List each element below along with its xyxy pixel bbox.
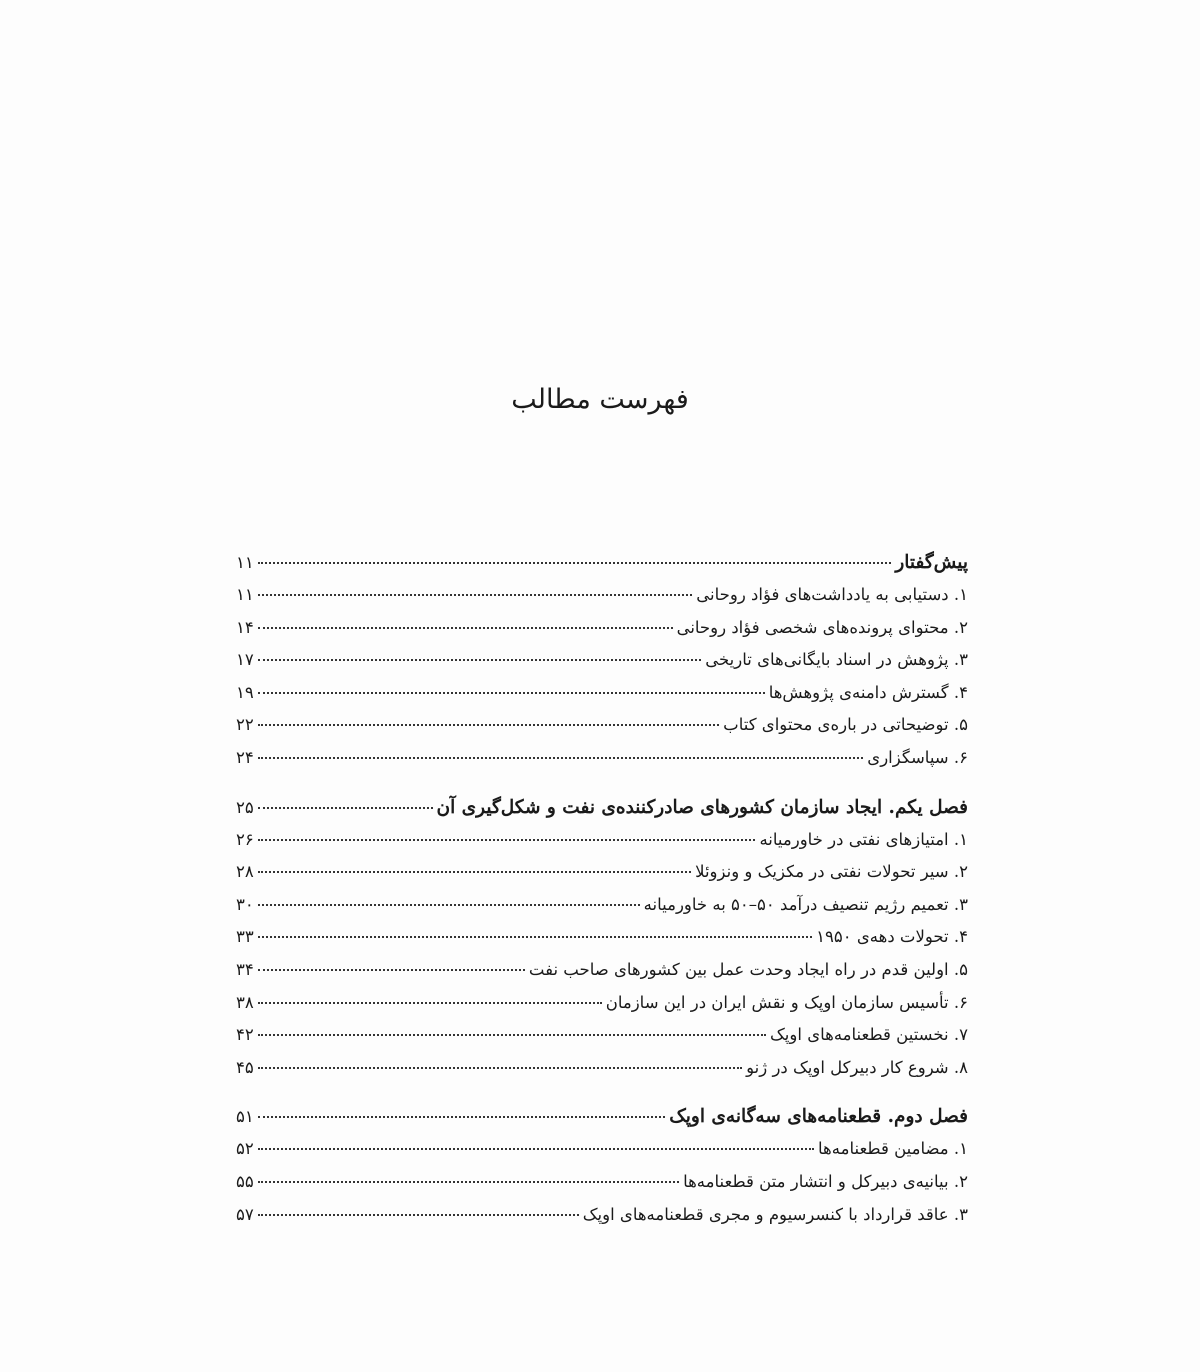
toc-entry-row <box>236 993 968 1026</box>
page-number: ۲۴ <box>236 747 254 767</box>
dot-leader <box>258 871 691 873</box>
entry-title: ۵. توضیحاتی در باره‌ی محتوای کتاب <box>723 715 968 735</box>
dot-leader <box>258 594 692 596</box>
dot-leader <box>258 757 863 759</box>
table-of-contents <box>236 552 968 1237</box>
entry-title: ۶. تأسیس سازمان اوپک و نقش ایران در این سازمان <box>605 992 968 1012</box>
toc-section <box>236 552 968 781</box>
dot-leader <box>258 969 525 971</box>
dot-leader <box>258 904 640 906</box>
entry-title: ۱. امتیازهای نفتی در خاورمیانه <box>759 829 968 849</box>
dot-leader <box>258 627 673 629</box>
entry-title: ۱. دستیابی به یادداشت‌های فؤاد روحانی <box>696 585 968 604</box>
section-gap <box>236 781 968 797</box>
page-number: ۳۳ <box>236 927 254 947</box>
dot-leader <box>258 1002 602 1004</box>
dot-leader <box>258 1116 665 1118</box>
dot-leader <box>258 839 755 841</box>
page-number: ۵۵ <box>236 1171 254 1191</box>
entry-title: ۲. سیر تحولات نفتی در مکزیک و ونزوئلا <box>695 862 968 882</box>
page-number: ۴۲ <box>236 1025 254 1045</box>
page-number: ۲۵ <box>236 797 254 817</box>
page-number: ۱۴ <box>236 617 254 637</box>
page-number: ۵۲ <box>236 1139 254 1159</box>
entry-title: ۳. تعمیم رژیم تنصیف درآمد ۵۰–۵۰ به خاورمیانه <box>643 894 968 914</box>
dot-leader <box>258 724 719 726</box>
dot-leader <box>258 807 433 809</box>
toc-entry-row <box>236 927 968 960</box>
dot-leader <box>258 1034 766 1036</box>
dot-leader <box>258 936 812 938</box>
entry-title: ۸. شروع کار دبیرکل اوپک در ژنو <box>746 1057 968 1077</box>
page-number: ۵۱ <box>236 1107 254 1127</box>
page-number: ۱۹ <box>236 682 254 702</box>
page-number: ۲۸ <box>236 862 254 882</box>
toc-entry-row <box>236 683 968 716</box>
page-number: ۱۱ <box>236 553 254 572</box>
toc-entry-row <box>236 1025 968 1058</box>
chapter-title: پیش‌گفتار <box>895 552 968 573</box>
toc-entry-row <box>236 715 968 748</box>
entry-title: ۳. عاقد قرارداد با کنسرسیوم و مجری قطعنامه‌های اوپک <box>582 1204 968 1224</box>
entry-title: ۷. نخستین قطعنامه‌های اوپک <box>770 1025 968 1045</box>
toc-chapter-row <box>236 797 968 830</box>
dot-leader <box>258 692 765 694</box>
entry-title: ۶. سپاسگزاری <box>867 747 968 767</box>
entry-title: ۲. بیانیه‌ی دبیرکل و انتشار متن قطعنامه‌ها <box>683 1171 968 1191</box>
page-number: ۳۴ <box>236 959 254 979</box>
toc-section <box>236 781 968 1091</box>
page-number: ۱۱ <box>236 585 254 604</box>
toc-chapter-row <box>236 1106 968 1139</box>
toc-entry-row <box>236 1205 968 1238</box>
toc-entry-row <box>236 585 968 618</box>
toc-entry-row <box>236 1172 968 1205</box>
toc-entry-row <box>236 862 968 895</box>
toc-entry-row <box>236 830 968 863</box>
entry-title: ۴. گسترش دامنه‌ی پژوهش‌ها <box>768 682 968 702</box>
toc-entry-row <box>236 895 968 928</box>
toc-section <box>236 1090 968 1237</box>
section-gap <box>236 1090 968 1106</box>
toc-entry-row <box>236 1139 968 1172</box>
page-number: ۳۰ <box>236 894 254 914</box>
dot-leader <box>258 1067 742 1069</box>
page-number: ۱۷ <box>236 650 254 670</box>
toc-chapter-row <box>236 552 968 585</box>
dot-leader <box>258 562 891 564</box>
chapter-title: فصل دوم. قطعنامه‌های سه‌گانه‌ی اوپک <box>669 1106 968 1128</box>
entry-title: ۴. تحولات دهه‌ی ۱۹۵۰ <box>816 927 968 947</box>
dot-leader <box>258 659 701 661</box>
entry-title: ۳. پژوهش در اسناد بایگانی‌های تاریخی <box>705 650 968 670</box>
page-number: ۲۲ <box>236 715 254 735</box>
entry-title: ۲. محتوای پرونده‌های شخصی فؤاد روحانی <box>676 617 968 637</box>
page-title: فهرست مطالب <box>511 384 689 415</box>
toc-entry-row <box>236 1058 968 1091</box>
chapter-title: فصل یکم. ایجاد سازمان کشورهای صادرکننده‌ی نفت و شکل‌گیری آن <box>436 796 968 818</box>
toc-entry-row <box>236 960 968 993</box>
page-number: ۵۷ <box>236 1204 254 1224</box>
toc-entry-row <box>236 650 968 683</box>
dot-leader <box>258 1181 679 1183</box>
toc-entry-row <box>236 618 968 651</box>
entry-title: ۵. اولین قدم در راه ایجاد وحدت عمل بین کشورهای صاحب نفت <box>528 959 968 979</box>
page-number: ۳۸ <box>236 992 254 1012</box>
dot-leader <box>258 1214 579 1216</box>
toc-entry-row <box>236 748 968 781</box>
page-number: ۴۵ <box>236 1057 254 1077</box>
entry-title: ۱. مضامین قطعنامه‌ها <box>818 1139 968 1159</box>
page-number: ۲۶ <box>236 829 254 849</box>
dot-leader <box>258 1148 814 1150</box>
